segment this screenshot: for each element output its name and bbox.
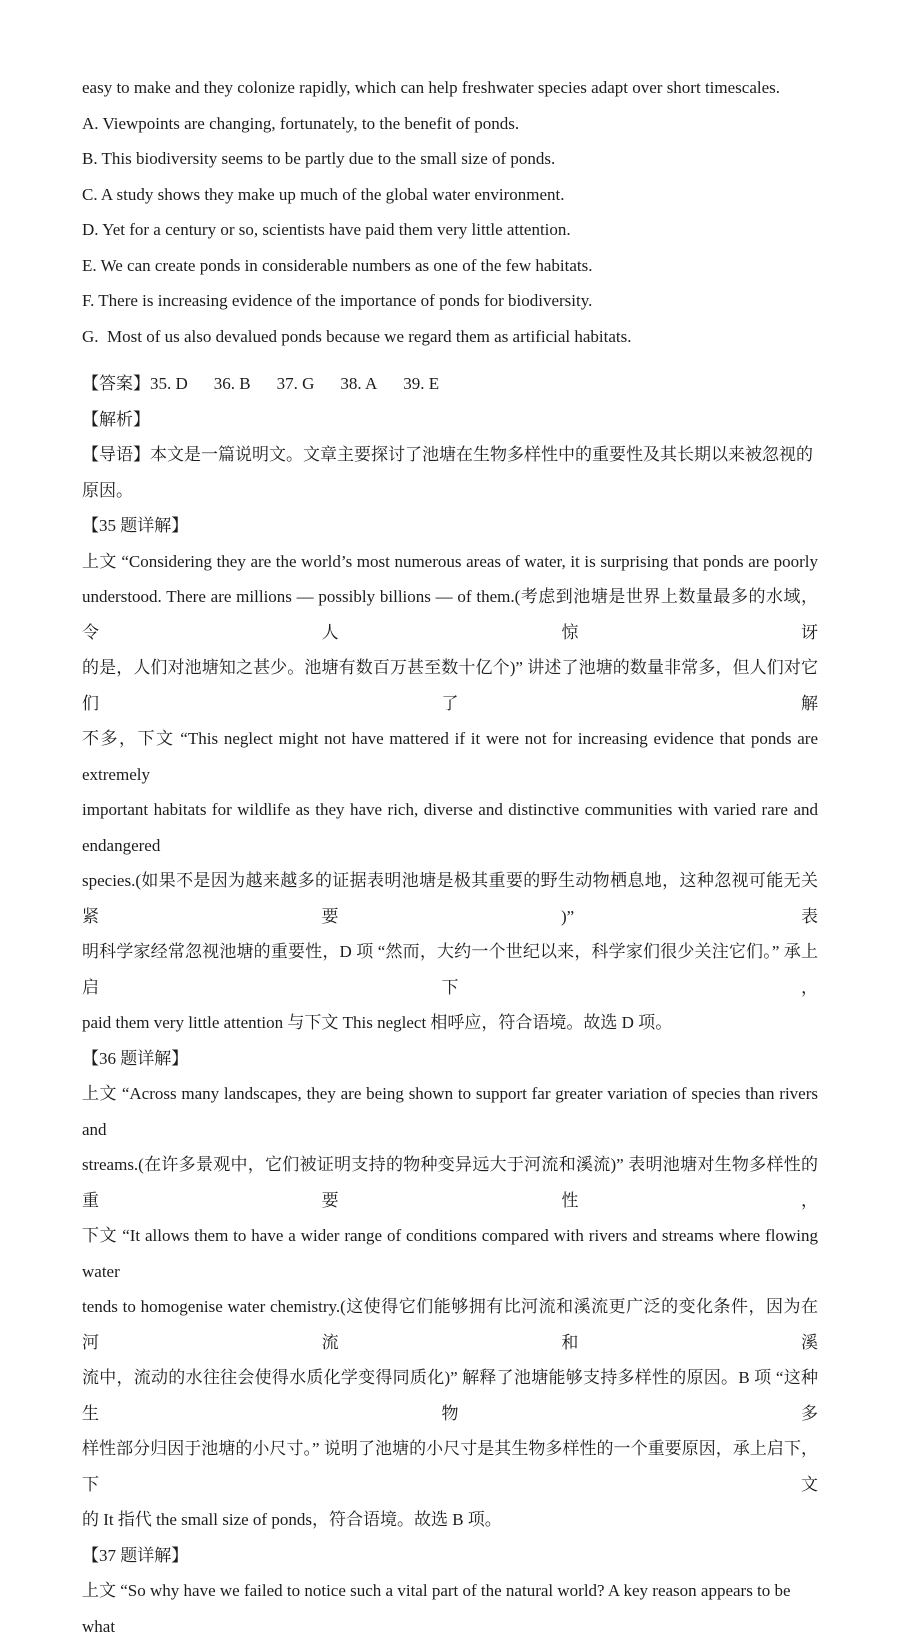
answers-label: 【答案】 xyxy=(82,374,150,393)
q35-explanation-line: paid them very little attention 与下文 This neglect 相呼应，符合语境。故选 D 项。 xyxy=(82,1013,673,1032)
q35-explanation-line: 明科学家经常忽视池塘的重要性，D 项 “然而，大约一个世纪以来，科学家们很少关注它们。” 承上启下， xyxy=(82,942,818,997)
q36-explanation-line: streams.(在许多景观中，它们被证明支持的物种变异远大于河流和溪流)” 表明池塘对生物多样性的重要性， xyxy=(82,1155,818,1210)
answer-item: 35. D xyxy=(150,374,188,393)
q36-explanation-line: 流中，流动的水往往会使得水质化学变得同质化)” 解释了池塘能够支持多样性的原因。B 项 “这种生物多 xyxy=(82,1368,818,1423)
answer-item: 38. A xyxy=(340,374,378,393)
q36-header: 【36 题详解】 xyxy=(82,1048,189,1068)
q35-explanation-line: 的是，人们对池塘知之甚少。池塘有数百万甚至数十亿个)” 讲述了池塘的数量非常多，但人们对它们了解 xyxy=(82,658,818,713)
option-b: B. This biodiversity seems to be partly due to the small size of ponds. xyxy=(82,149,556,168)
q35-explanation-line: 上文 “Considering they are the world’s most numerous areas of water, it is surprising that ponds are poorly xyxy=(82,551,818,571)
section-label-analysis: 【解析】 xyxy=(82,409,150,429)
q35-explanation-line: 不多，下文 “This neglect might not have mattered if it were not for increasing evidence that ponds are extremely xyxy=(82,729,823,784)
q35-explanation-line: important habitats for wildlife as they have rich, diverse and distinctive communities with varied rare and endangered xyxy=(82,800,823,855)
option-e: E. We can create ponds in considerable numbers as one of the few habitats. xyxy=(82,255,593,275)
option-f: F. There is increasing evidence of the importance of ponds for biodiversity. xyxy=(82,291,593,310)
q36-explanation-line: 的 It 指代 the small size of ponds，符合语境。故选 B 项。 xyxy=(82,1510,502,1529)
document-content xyxy=(82,70,823,1644)
option-c: C. A study shows they make up much of the global water environment. xyxy=(82,184,565,204)
q36-explanation-line: 上文 “Across many landscapes, they are being shown to support far greater variation of species than rivers and xyxy=(82,1084,823,1139)
q36-explanation-line: 下文 “It allows them to have a wider range of conditions compared with rivers and streams where flowing water xyxy=(82,1226,823,1281)
q37-explanation-line: 上文 “So why have we failed to notice such a vital part of the natural world? A key reason appears to be what xyxy=(82,1581,795,1636)
q36-explanation-line: 样性部分归因于池塘的小尺寸。” 说明了池塘的小尺寸是其生物多样性的一个重要原因，承上启下，下文 xyxy=(82,1439,818,1494)
q35-explanation-line: species.(如果不是因为越来越多的证据表明池塘是极其重要的野生动物栖息地，这种忽视可能无关紧要)” 表 xyxy=(82,871,818,926)
q35-explanation-line: understood. There are millions — possibly billions — of them.(考虑到池塘是世界上数量最多的水域，令人惊讶 xyxy=(82,587,818,642)
intro-summary-line: 【导语】本文是一篇说明文。文章主要探讨了池塘在生物多样性中的重要性及其长期以来被忽视的原因。 xyxy=(82,445,813,500)
paragraph-continuation-line: easy to make and they colonize rapidly, which can help freshwater species adapt over short timescales. xyxy=(82,78,780,97)
answer-item: 37. G xyxy=(276,374,315,393)
answer-item: 36. B xyxy=(213,374,251,393)
q37-header: 【37 题详解】 xyxy=(82,1545,189,1565)
option-a: A. Viewpoints are changing, fortunately, to the benefit of ponds. xyxy=(82,113,520,133)
option-d: D. Yet for a century or so, scientists have paid them very little attention. xyxy=(82,220,571,239)
q36-explanation-line: tends to homogenise water chemistry.(这使得它们能够拥有比河流和溪流更广泛的变化条件，因为在河流和溪 xyxy=(82,1297,818,1352)
answers-line xyxy=(82,366,818,402)
answer-item: 39. E xyxy=(403,374,440,393)
option-g: G. Most of us also devalued ponds because we regard them as artificial habitats. xyxy=(82,326,632,346)
q35-header: 【35 题详解】 xyxy=(82,516,189,535)
